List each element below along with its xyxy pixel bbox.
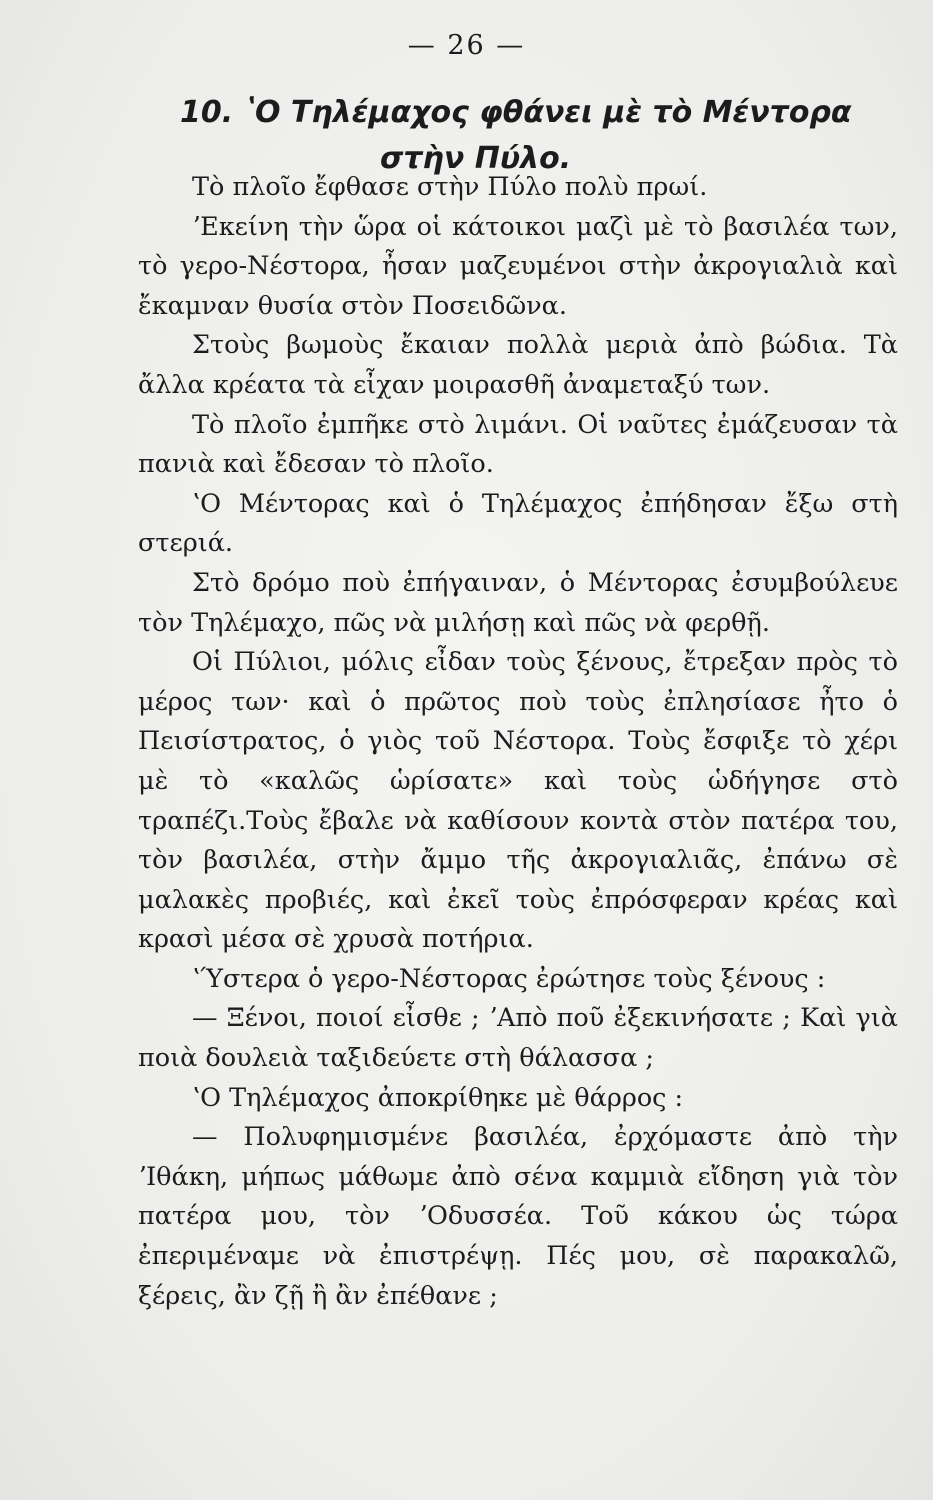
paragraph: ʽΟ Μέντορας καὶ ὁ Τηλέμαχος ἐπήδησαν ἔξω στὴ στεριά. <box>138 488 898 559</box>
paragraph: Στοὺς βωμοὺς ἔκαιαν πολλὰ μεριὰ ἀπὸ βώδια. Τὰ ἄλλα κρέατα τὰ εἶχαν μοιρασθῆ ἀναμεταξύ των. <box>138 330 898 400</box>
paragraph: ʽΎστερα ὁ γερο-Νέστορας ἐρώτησε τοὺς ξένους : <box>192 963 826 994</box>
page-number: — 26 — <box>407 30 526 61</box>
paragraph: Στὸ δρόμο ποὺ ἐπήγαιναν, ὁ Μέντορας ἐσυμβούλευε τὸν Τηλέμαχο, πῶς νὰ μιλήσῃ καὶ πῶς νὰ φερθῇ. <box>138 567 898 638</box>
chapter-title-line-2: στὴν Πύλο. <box>380 141 572 176</box>
dialogue-paragraph: — Ξένοι, ποιοί εἶσθε ; ʼΑπὸ ποῦ ἐξεκινήσατε ; Καὶ γιὰ ποιὰ δουλειὰ ταξιδεύετε στὴ θάλασσα ; <box>138 1003 898 1074</box>
paragraph: ʼΕκείνη τὴν ὥρα οἱ κάτοικοι μαζὶ μὲ τὸ βασιλέα των, τὸ γερο-Νέστορα, ἦσαν μαζευμένοι στὴν ἀκρογιαλιὰ καὶ ἔκαμναν θυσία στὸν Ποσειδῶνα. <box>138 211 898 321</box>
paragraph: Οἱ Πύλιοι, μόλις εἶδαν τοὺς ξένους, ἔτρεξαν πρὸς τὸ μέρος των· καὶ ὁ πρῶτος ποὺ τοὺς ἐπλησίασε ἦτο ὁ Πεισίστρατος, ὁ γιὸς τοῦ Νέστορα. Τοὺς ἔσφιξε τὸ χέρι μὲ τὸ «καλῶς ὡρίσατε» καὶ τοὺς ὡδήγησε στὸ τραπέζι.Τοὺς ἔβαλε νὰ καθίσουν κοντὰ στὸν πατέρα του, τὸν βασιλέα, στὴν ἄμμο τῆς ἀκρογιαλιᾶς, ἐπάνω σὲ μαλακὲς προβιές, καὶ ἐκεῖ τοὺς ἐπρόσφεραν κρέας καὶ κρασὶ μέσα σὲ χρυσὰ ποτήρια. <box>138 647 898 955</box>
body-text <box>138 168 898 1316</box>
paragraph: Τὸ πλοῖο ἐμπῆκε στὸ λιμάνι. Οἱ ναῦτες ἐμάζευσαν τὰ πανιὰ καὶ ἔδεσαν τὸ πλοῖο. <box>138 409 898 480</box>
dialogue-paragraph: — Πολυφημισμένε βασιλέα, ἐρχόμαστε ἀπὸ τὴν ʼΙθάκη, μήπως μάθωμε ἀπὸ σένα καμμιὰ εἴδηση γιὰ τὸν πατέρα μου, τὸν ʼΟδυσσέα. Τοῦ κάκου ὡς τώρα ἐπεριμέναμε νὰ ἐπιστρέψῃ. Πές μου, σὲ παρακαλῶ, ξέρεις, ἂν ζῇ ἢ ἂν ἐπέθανε ; <box>138 1122 898 1311</box>
paragraph: ʽΟ Τηλέμαχος ἀποκρίθηκε μὲ θάρρος : <box>192 1082 684 1113</box>
chapter-title-line-1: 10. ʽΟ Τηλέμαχος φθάνει μὲ τὸ Μέντορα <box>180 95 852 130</box>
paragraph: Τὸ πλοῖο ἔφθασε στὴν Πύλο πολὺ πρωί. <box>192 172 708 202</box>
